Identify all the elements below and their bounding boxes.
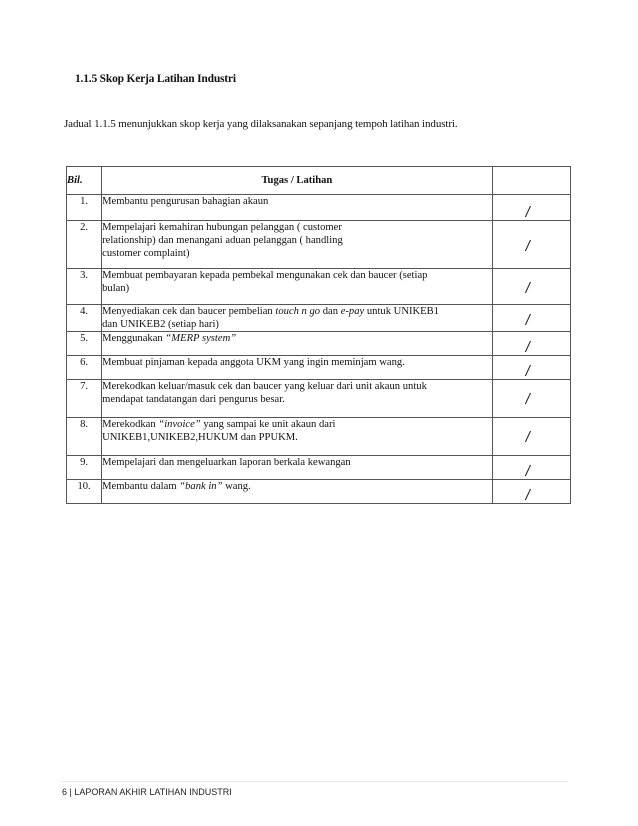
table-row bbox=[67, 380, 571, 418]
task-text: dan UNIKEB2 (setiap hari) bbox=[102, 319, 219, 330]
task-line bbox=[102, 195, 492, 208]
table-row bbox=[67, 480, 571, 504]
completed-check-mark: / bbox=[525, 363, 530, 380]
task-text: Membantu dalam bbox=[102, 481, 180, 492]
table-row bbox=[67, 269, 571, 305]
row-number: 2. bbox=[67, 221, 102, 269]
status-cell bbox=[492, 418, 570, 456]
row-number: 1. bbox=[67, 195, 102, 221]
row-number: 8. bbox=[67, 418, 102, 456]
row-number: 3. bbox=[67, 269, 102, 305]
task-line bbox=[102, 269, 492, 282]
task-description bbox=[102, 332, 493, 356]
task-line bbox=[102, 380, 492, 393]
task-text-italic: e-pay bbox=[340, 306, 365, 317]
table-row bbox=[67, 305, 571, 332]
completed-check-mark: / bbox=[525, 339, 530, 356]
task-text-italic: “invoice” bbox=[158, 419, 201, 430]
completed-check-mark: / bbox=[525, 487, 530, 504]
status-cell bbox=[492, 221, 570, 269]
header-mark bbox=[492, 167, 570, 195]
table-header-row bbox=[67, 167, 571, 195]
page-footer: 6 | LAPORAN AKHIR LATIHAN INDUSTRI bbox=[62, 787, 232, 797]
row-number: 6. bbox=[67, 356, 102, 380]
table-row bbox=[67, 356, 571, 380]
task-line bbox=[102, 221, 492, 234]
task-description bbox=[102, 456, 493, 480]
task-line bbox=[102, 305, 492, 318]
task-text: yang sampai ke unit akaun dari bbox=[200, 419, 336, 430]
section-heading: 1.1.5 Skop Kerja Latihan Industri bbox=[75, 73, 236, 85]
status-cell bbox=[492, 480, 570, 504]
task-text: Membuat pinjaman kepada anggota UKM yang ingin meminjam wang. bbox=[102, 357, 405, 368]
completed-check-mark: / bbox=[525, 204, 530, 221]
task-text: Membuat pembayaran kepada pembekal mengunakan cek dan baucer (setiap bbox=[102, 270, 428, 281]
task-description bbox=[102, 221, 493, 269]
task-description bbox=[102, 356, 493, 380]
completed-check-mark: / bbox=[525, 463, 530, 480]
task-description bbox=[102, 195, 493, 221]
table-row bbox=[67, 221, 571, 269]
task-text: bulan) bbox=[102, 283, 130, 294]
task-text: UNIKEB1,UNIKEB2,HUKUM dan PPUKM. bbox=[102, 432, 298, 443]
task-line bbox=[102, 431, 492, 444]
status-cell bbox=[492, 380, 570, 418]
task-text: Merekodkan keluar/masuk cek dan baucer yang keluar dari unit akaun untuk bbox=[102, 381, 427, 392]
completed-check-mark: / bbox=[525, 312, 530, 329]
task-description bbox=[102, 380, 493, 418]
task-text: untuk UNIKEB1 bbox=[364, 306, 439, 317]
status-cell bbox=[492, 456, 570, 480]
footer-divider bbox=[62, 781, 568, 782]
table-row bbox=[67, 332, 571, 356]
task-text: Menyediakan cek dan baucer pembelian bbox=[102, 306, 276, 317]
row-number: 7. bbox=[67, 380, 102, 418]
completed-check-mark: / bbox=[525, 280, 530, 297]
task-description bbox=[102, 305, 493, 332]
task-text: Menggunakan bbox=[102, 333, 166, 344]
task-description bbox=[102, 269, 493, 305]
task-line bbox=[102, 393, 492, 406]
task-text: mendapat tandatangan dari pengurus besar. bbox=[102, 394, 285, 405]
task-text: dan bbox=[320, 306, 341, 317]
completed-check-mark: / bbox=[525, 238, 530, 255]
status-cell bbox=[492, 356, 570, 380]
task-line bbox=[102, 456, 492, 469]
task-text: Merekodkan bbox=[102, 419, 159, 430]
completed-check-mark: / bbox=[525, 391, 530, 408]
task-line bbox=[102, 318, 492, 331]
status-cell bbox=[492, 195, 570, 221]
table-row bbox=[67, 456, 571, 480]
task-line bbox=[102, 356, 492, 369]
table-body bbox=[67, 195, 571, 504]
completed-check-mark: / bbox=[525, 429, 530, 446]
task-line bbox=[102, 247, 492, 260]
task-text-italic: “bank in” bbox=[179, 481, 223, 492]
table-row bbox=[67, 418, 571, 456]
row-number: 10. bbox=[67, 480, 102, 504]
status-cell bbox=[492, 332, 570, 356]
task-description bbox=[102, 480, 493, 504]
header-bil: Bil. bbox=[67, 167, 102, 195]
task-text: Membantu pengurusan bahagian akaun bbox=[102, 196, 269, 207]
task-text: customer complaint) bbox=[102, 248, 190, 259]
task-text: wang. bbox=[222, 481, 251, 492]
task-line bbox=[102, 418, 492, 431]
row-number: 4. bbox=[67, 305, 102, 332]
status-cell bbox=[492, 269, 570, 305]
header-task: Tugas / Latihan bbox=[102, 167, 493, 195]
task-text: relationship) dan menangani aduan pelanggan ( handling bbox=[102, 235, 343, 246]
task-line bbox=[102, 332, 492, 345]
task-text-italic: touch n go bbox=[275, 306, 321, 317]
task-description bbox=[102, 418, 493, 456]
row-number: 5. bbox=[67, 332, 102, 356]
task-line bbox=[102, 234, 492, 247]
intro-paragraph: Jadual 1.1.5 menunjukkan skop kerja yang dilaksanakan sepanjang tempoh latihan industri. bbox=[64, 118, 458, 130]
table-row bbox=[67, 195, 571, 221]
task-text: Mempelajari kemahiran hubungan pelanggan ( customer bbox=[102, 222, 342, 233]
task-line bbox=[102, 480, 492, 493]
task-text-italic: “MERP system” bbox=[165, 333, 237, 344]
task-line bbox=[102, 282, 492, 295]
status-cell bbox=[492, 305, 570, 332]
row-number: 9. bbox=[67, 456, 102, 480]
task-text: Mempelajari dan mengeluarkan laporan berkala kewangan bbox=[102, 457, 351, 468]
tasks-table bbox=[66, 166, 571, 504]
